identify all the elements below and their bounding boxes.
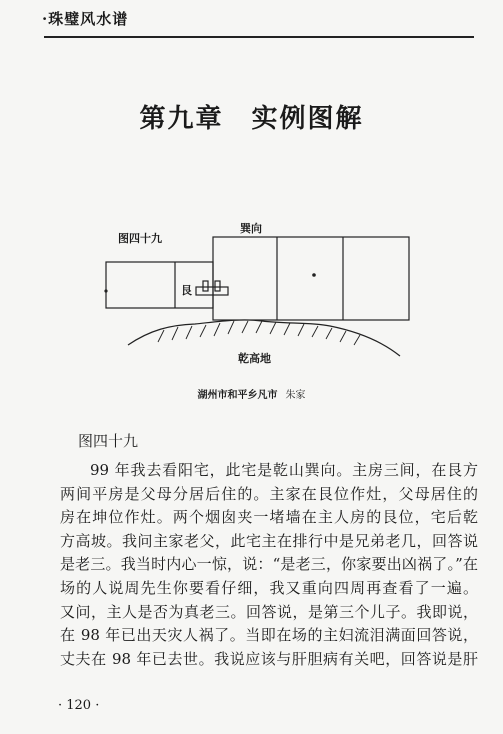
figure-label: 图四十九 (118, 232, 162, 245)
text-line: 丈夫在 98 年已去世。我说应该与肝胆病有关吧，回答说是肝 (60, 649, 478, 668)
text-line: 两间平房是父母分居后住的。主家在艮位作灶，父母居住的 (60, 484, 478, 503)
figure-heading: 图四十九 (78, 432, 139, 450)
facing-label: 巽向 (240, 222, 262, 235)
high-ground-label: 乾高地 (238, 352, 271, 365)
text-line: 场的人说周先生你要看仔细，我又重向四周再查看了一遍。 (60, 578, 478, 597)
chimney-1 (203, 281, 208, 291)
body-paragraph (60, 459, 478, 671)
figure-caption (0, 386, 503, 401)
text-line: 房在坤位作灶。两个烟囱夹一堵墙在主人房的艮位，宅后乾 (60, 508, 478, 527)
text-line: 在 98 年已出天灾人祸了。当即在场的主妇流泪满面回答说， (60, 626, 478, 645)
caption-place: 湖州市和平乡凡市 (197, 390, 278, 401)
text-line: 99 年我去看阳宅，此宅是乾山巽向。主房三间，在艮方 (90, 461, 478, 479)
left-mark (104, 289, 107, 292)
main-house (213, 237, 409, 320)
chapter-number: 第九章 (139, 104, 224, 134)
side-wing (106, 262, 213, 308)
chapter-name: 实例图解 (251, 104, 364, 134)
gen-position-label: 艮 (181, 284, 192, 297)
caption-name: 朱家 (285, 390, 306, 401)
chimney-2 (215, 281, 220, 291)
text-line: 方高坡。我问主家老父，此宅主在排行中是兄弟老几，回答说 (60, 531, 478, 550)
center-dot (312, 273, 316, 277)
page-number: · 120 · (58, 698, 100, 713)
text-line: 又问，主人是否为真老三。回答说，是第三个儿子。我即说， (60, 602, 478, 621)
running-header: ·珠璧风水谱 (42, 10, 129, 28)
stove (196, 287, 228, 295)
text-line: 是老三。我当时内心一惊，说：“是老三，你家要出凶祸了。”在 (60, 555, 478, 574)
